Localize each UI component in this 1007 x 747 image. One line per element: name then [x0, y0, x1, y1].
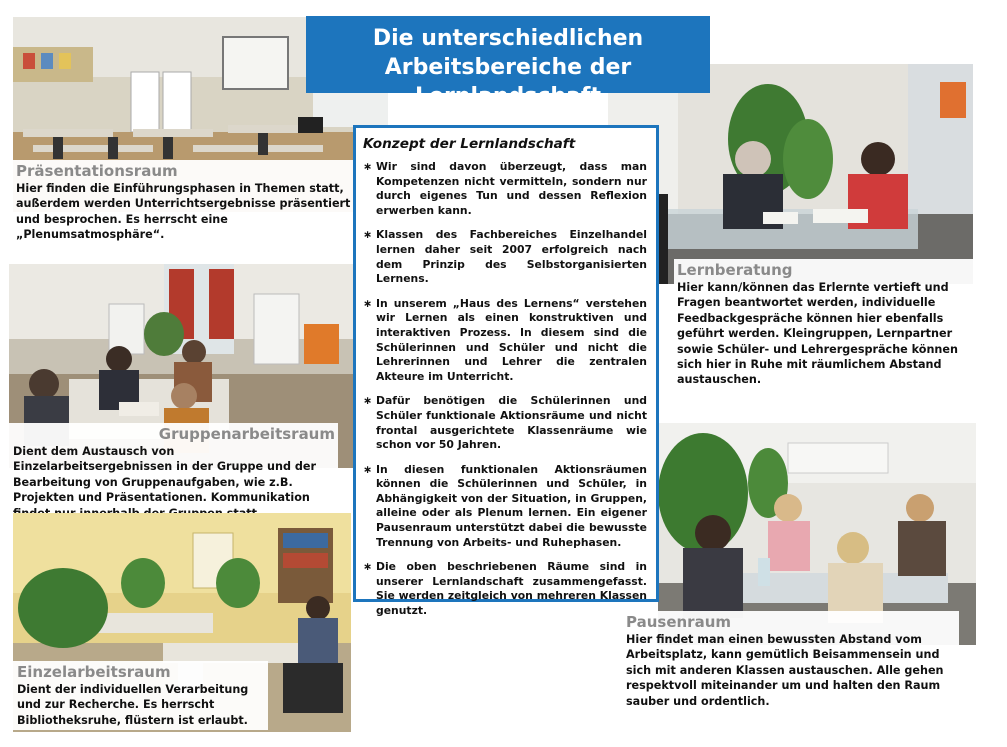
- concept-item-6: ∗ Die oben beschriebenen Räume sind in unserer Lernlandschaft zusammengefasst. Sie werden zeitgleich von mehreren Klassen genutzt.: [363, 560, 647, 618]
- caption-einzelarbeitsraum: [13, 661, 268, 730]
- room-desc-praesentationsraum: Hier finden die Einführungsphasen in Themen statt, außerdem werden Unterrichtsergebnisse präsentiert und besprochen. Es herrscht eine „Plenumsatmosphäre“.: [16, 182, 351, 242]
- caption-pausenraum: [622, 611, 959, 711]
- title-line-1: Die unterschiedlichen: [372, 26, 644, 51]
- concept-item-3: ∗ In unserem „Haus des Lernens“ verstehen wir Lernen als einen konstruktiven und interaktiven Prozess. In diesem sind die Schülerinnen und Schüler und nicht die Lehrerinnen und Lehrer die zentralen Akteure im Unterricht.: [363, 297, 647, 385]
- caption-lernberatung: [674, 259, 977, 390]
- room-title-pausenraum: Pausenraum: [626, 613, 731, 631]
- room-title-einzelarbeitsraum: Einzelarbeitsraum: [17, 663, 171, 681]
- concept-list: [363, 160, 647, 619]
- concept-item-2: ∗ Klassen des Fachbereiches Einzelhandel lernen daher seit 2007 erfolgreich nach dem Prinzip des Selbstorganisierten Lernens.: [363, 228, 647, 286]
- room-desc-gruppenarbeitsraum: Dient dem Austausch von Einzelarbeitsergebnissen in der Gruppe und der Bearbeitung von Gruppenaufgaben, wie z.B. Projekten und Präsentationen. Kommunikation: [13, 445, 316, 505]
- concept-box: [353, 125, 659, 618]
- room-title-praesentationsraum: Präsentationsraum: [16, 162, 178, 180]
- concept-title: Konzept der Lernlandschaft: [363, 136, 576, 152]
- concept-item-5: ∗ In diesen funktionalen Aktionsräumen können die Schülerinnen und Schüler, in Abhängigkeit von der Situation, in Gruppen, alleine oder als Plenum lernen. Ein eigener Pausenraum unterstützt dabei die bewusste Trennung von Arbeits- und Ruhephasen.: [363, 463, 647, 551]
- title-line-2: Arbeitsbereiche der Lernlandschaft: [384, 55, 632, 109]
- concept-item-1: ∗ Wir sind davon überzeugt, dass man Kompetenzen nicht vermitteln, sondern nur durch eigenes Tun und dessen Reflexion erwerben kann.: [363, 160, 647, 218]
- room-desc-lernberatung: Hier kann/können das Erlernte vertieft und Fragen beantwortet werden, individuelle Feedbackgespräche können hier ebenfalls geführt werden. Kleingruppen, Lernpartner sowie Schüler- und Lehrergespräche können sich hier in Ruhe mit räumlichem Abstand austauschen.: [677, 281, 958, 387]
- concept-item-4: ∗ Dafür benötigen die Schülerinnen und Schüler funktionale Aktionsräume und nicht frontal ausgerichtete Klassenräume wie schon vor 50 Jahren.: [363, 394, 647, 452]
- room-title-lernberatung: Lernberatung: [677, 261, 793, 279]
- caption-gruppenarbeitsraum: [9, 423, 338, 523]
- caption-praesentationsraum: [13, 160, 361, 245]
- room-title-gruppenarbeitsraum: Gruppenarbeitsraum: [158, 425, 335, 443]
- title-banner: [306, 16, 710, 109]
- room-desc-pausenraum: Hier findet man einen bewussten Abstand vom Arbeitsplatz, kann gemütlich Beisammensein und sich mit anderen Klassen austauschen. Alle gehen respektvoll miteinander um und halten den Raum sauber und ordentlich.: [626, 633, 944, 708]
- room-desc-einzelarbeitsraum: Dient der individuellen Verarbeitung und zur Recherche. Es herrscht Bibliotheksruhe, flüstern ist erlaubt.: [17, 683, 249, 727]
